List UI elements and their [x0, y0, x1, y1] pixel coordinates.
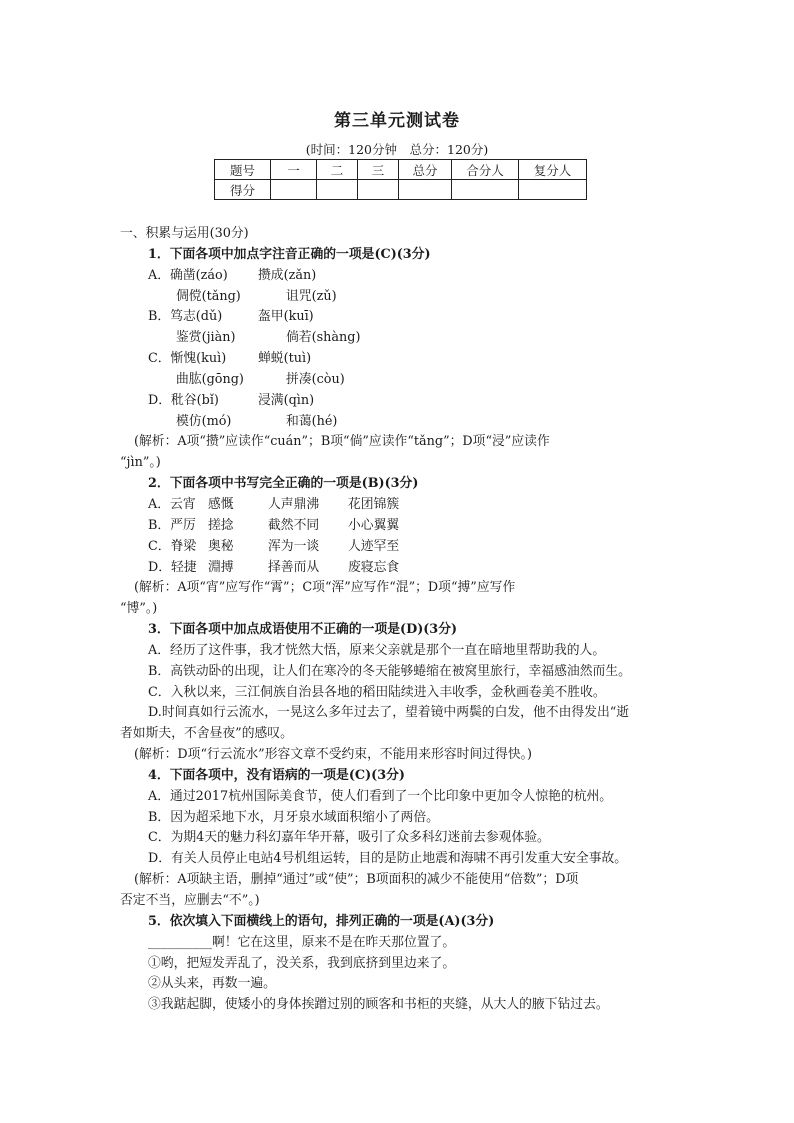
question-5-stem: 5．依次填入下面横线上的语句，排列正确的一项是(A)(3分) [148, 913, 495, 929]
option-text: 倘若(shàng) [286, 330, 361, 346]
option-a-line2 [120, 287, 678, 308]
option-d: D．有关人员停止电站4号机组运转，目的是防止地震和海啸不再引发重大安全事故。 [148, 851, 628, 867]
option-text: B．笃志(dǔ) [148, 309, 223, 325]
option-text: D．轻捷 [148, 559, 197, 575]
section-heading: 一、积累与运用(30分) [120, 226, 249, 241]
option-text: A．确凿(záo) [148, 267, 228, 283]
score-cell[interactable] [317, 180, 358, 200]
score-table [214, 159, 587, 200]
sentence-3: ③我踮起脚，使矮小的身体挨蹭过别的顾客和书柜的夹缝，从大人的腋下钻过去。 [148, 997, 609, 1013]
sentence-2: ②从头来，再数一遍。 [148, 976, 276, 992]
option-text: 淵搏 [208, 559, 234, 575]
option-a: A．通过2017杭州国际美食节，使人们看到了一个比印象中更加令人惊艳的杭州。 [148, 788, 613, 804]
table-cell: 一 [271, 160, 317, 180]
option-text: 诅咒(zǔ) [286, 288, 337, 304]
table-cell: 得分 [215, 180, 271, 200]
option-d-line2 [120, 412, 678, 433]
option-text: 截然不同 [268, 517, 320, 533]
option-text: B．严厉 [148, 517, 196, 533]
option-b-line2 [120, 328, 678, 349]
option-c: C．为期4天的魅力科幻嘉年华开幕，吸引了众多科幻迷前去参观体验。 [148, 830, 550, 846]
option-b: B．高铁动卧的出现，让人们在寒冷的冬天能够蜷缩在被窝里旅行，幸福感油然而生。 [148, 663, 631, 679]
option-text: 浑为一谈 [268, 538, 320, 554]
option-text: 人迹罕至 [348, 538, 400, 554]
analysis-text: 否定不当，应删去“不”。) [120, 893, 260, 908]
analysis-text: (解析：A项缺主语，删掉“通过”或“使”；B项面积的减少不能使用“倍数”；D项 [134, 872, 579, 888]
exam-content [120, 224, 678, 1016]
score-cell[interactable] [358, 180, 399, 200]
question-3-stem: 3．下面各项中加点成语使用不正确的一项是(D)(3分) [148, 622, 458, 638]
table-cell: 复分人 [519, 160, 587, 180]
page-title: 第三单元测试卷 [334, 111, 460, 131]
option-text: 曲肱(gōng) [176, 371, 244, 387]
table-cell: 二 [317, 160, 358, 180]
analysis-text: (解析：D项“行云流水”形容文章不受约束，不能用来形容时间过得快。) [134, 747, 533, 763]
option-d: D.时间真如行云流水，一晃这么多年过去了，望着镜中两鬓的白发，他不由得发出“逝 [148, 705, 630, 721]
option-a: A．经历了这件事，我才恍然大悟，原来父亲就是那个一直在暗地里帮助我的人。 [148, 642, 606, 658]
score-cell[interactable] [399, 180, 452, 200]
table-cell: 题号 [215, 160, 271, 180]
option-c: C．入秋以来，三江侗族自治县各地的稻田陆续进入丰收季，金秋画卷美不胜收。 [148, 684, 606, 700]
option-text: 择善而从 [268, 559, 320, 575]
option-text: 模仿(mó) [176, 413, 232, 429]
option-c [120, 349, 678, 370]
option-c [120, 537, 678, 558]
question-1-stem: 1．下面各项中加点字注音正确的一项是(C)(3分) [148, 246, 431, 262]
option-b [120, 307, 678, 328]
analysis-text: “博”。) [120, 601, 158, 617]
option-b: B．因为超采地下水，月牙泉水域面积缩小了两倍。 [148, 809, 439, 825]
option-text: 奥秘 [208, 538, 234, 554]
fill-blank-line: __________啊！它在这里，原来不是在昨天那位置了。 [148, 934, 456, 950]
question-2-stem: 2．下面各项中书写完全正确的一项是(B)(3分) [148, 476, 419, 492]
option-a [120, 495, 678, 516]
option-text: D．秕谷(bǐ) [148, 392, 219, 408]
option-text: 攒成(zǎn) [258, 267, 317, 283]
option-text: 倜傥(tǎng) [176, 288, 241, 304]
option-d [120, 558, 678, 579]
option-text: C．惭愧(kuì) [148, 351, 227, 367]
option-text: C．脊梁 [148, 538, 197, 554]
option-text: 感慨 [208, 496, 234, 512]
table-cell: 合分人 [452, 160, 519, 180]
analysis-text: (解析：A项“宵”应写作“霄”；C项“浑”应写作“混”；D项“搏”应写作 [134, 580, 516, 596]
score-table-score-row [215, 180, 587, 200]
option-c-line2 [120, 370, 678, 391]
option-text: 鉴赏(jiàn) [176, 330, 236, 346]
option-text: 和蔼(hé) [286, 413, 338, 429]
question-4-stem: 4．下面各项中，没有语病的一项是(C)(3分) [148, 767, 405, 783]
option-text: 浸满(qìn) [258, 392, 315, 408]
option-text: A．云宵 [148, 496, 196, 512]
option-a [120, 266, 678, 287]
table-cell: 三 [358, 160, 399, 180]
option-text: 拼凑(còu) [286, 371, 345, 387]
option-text: 搓捻 [208, 517, 234, 533]
option-text: 花团锦簇 [348, 496, 400, 512]
option-d-line2: 者如斯夫，不舍昼夜”的感叹。 [120, 726, 293, 742]
option-text: 小心翼翼 [348, 517, 400, 533]
sentence-1: ①哟，把短发弄乱了，没关系，我到底挤到里边来了。 [148, 955, 456, 971]
option-text: 废寝忘食 [348, 559, 400, 575]
score-cell[interactable] [271, 180, 317, 200]
score-cell[interactable] [452, 180, 519, 200]
analysis-text: (解析：A项“攒”应读作“cuán”；B项“倘”应读作“tǎng”；D项“浸”应读作 [134, 434, 550, 450]
option-text: 盔甲(kuī) [258, 309, 314, 325]
table-cell: 总分 [399, 160, 452, 180]
time-and-score-note: (时间：120分钟 总分：120分) [305, 142, 489, 157]
option-d [120, 391, 678, 412]
score-table-header-row [215, 160, 587, 180]
option-text: 蝉蜕(tuì) [258, 351, 312, 367]
score-cell[interactable] [519, 180, 587, 200]
analysis-text: “jìn”。) [120, 455, 161, 471]
option-b [120, 516, 678, 537]
option-text: 人声鼎沸 [268, 496, 320, 512]
